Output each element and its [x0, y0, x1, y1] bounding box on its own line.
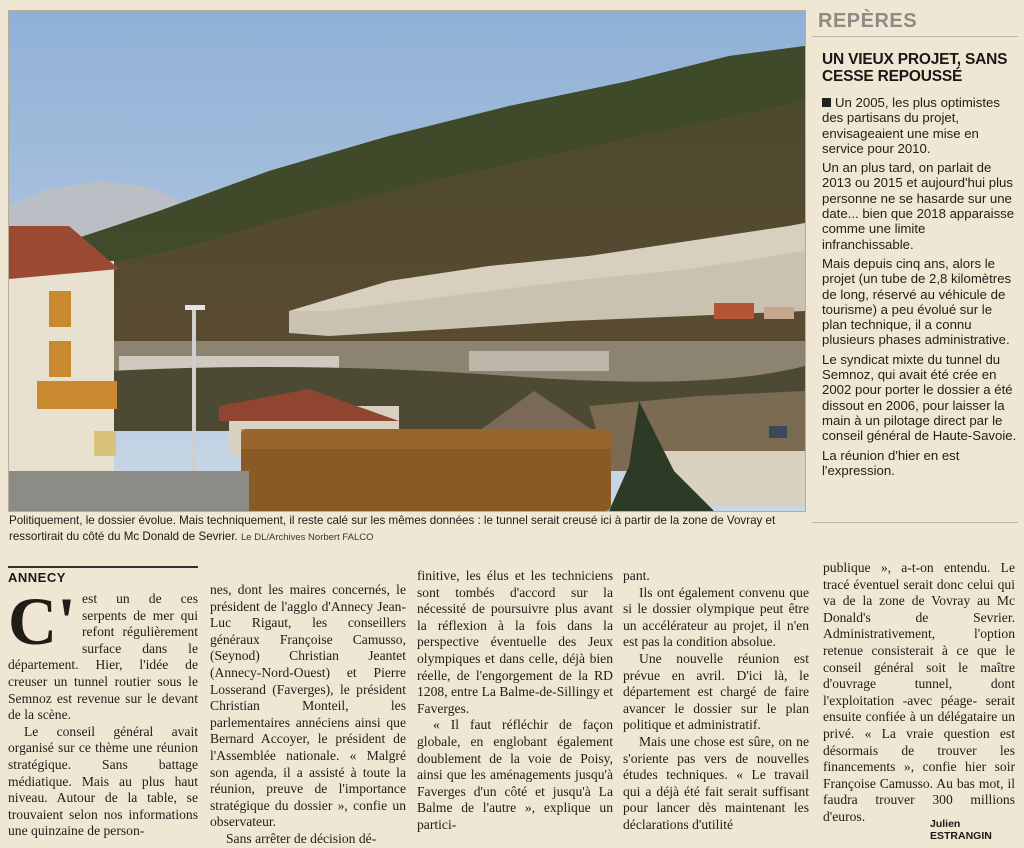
article-column-4 — [623, 568, 809, 834]
sidebar-paragraph: La réunion d'hier en est l'expression. — [822, 447, 960, 478]
sidebar-paragraph: Le syndicat mixte du tunnel du Semnoz, qui avait été crée en 2002 pour porter le dossier a été dissout en 2006, pour laisser la main à un pilotage direct par le conseil général de Haute-Savoie. — [822, 351, 1017, 444]
section-label: ANNECY — [8, 566, 198, 585]
sidebar-divider — [812, 522, 1018, 523]
article-paragraph: Mais une chose est sûre, on ne s'oriente pas vers de nouvelles études techniques. « Le travail qui a déjà été fait serait suffisant pour lancer dès maintenant les déclarations d'utilité — [623, 733, 809, 832]
article-column-3 — [417, 568, 613, 834]
article-paragraph: finitive, les élus et les techniciens sont tombés d'accord sur la nécessité de poursuivre plus avant la réflexion à la fois dans la perspective éventuelle des Jeux olympiques et dans celle, déjà bien réelle, de l'engorgement de la RD 1208, entre La Balme-de-Sillingy et Faverges. — [417, 568, 613, 716]
article-paragraph: Une nouvelle réunion est prévue en avril. D'ici là, le département est chargé de faire avancer le dossier sur le plan politique et administratif. — [623, 650, 809, 733]
article-paragraph: nes, dont les maires concernés, le président de l'agglo d'Annecy Jean-Luc Rigaut, les conseillers généraux Françoise Camusso, (Seynod) Christian Jeantet (Annecy-Nord-Ouest) et Pierre Losserand (Faverges), le président Christian Monteil, les parlementaires annéciens ainsi que Bernard Accoyer, le président de l'Assemblée nationale. « Malgré son agenda, il a assisté à toute la réunion, preuve de l'importance stratégique du dossier », confie un observateur. — [210, 582, 406, 830]
article-paragraph: Ils ont également convenu que si le dossier olympique peut être un accélérateur au projet, il n'en est pas la condition absolue. — [623, 584, 809, 650]
sidebar-paragraph — [822, 95, 1018, 156]
article-column-5 — [823, 560, 1015, 826]
photo-credit: Le DL/Archives Norbert FALCO — [241, 532, 374, 543]
lead-paragraph: est un de ces serpents de mer qui refont régulièrement surface dans le département. Hier, l'idée de creuser un tunnel routier sous le Semnoz est revenue sur le devant de la scène. — [8, 591, 198, 723]
landscape-photo — [9, 11, 805, 511]
sidebar-title: UN VIEUX PROJET, SANS CESSE REPOUSSÉ — [822, 51, 1008, 85]
sidebar-header: REPÈRES — [812, 8, 1018, 37]
drop-cap: C' — [8, 583, 76, 659]
photo-caption — [9, 513, 809, 546]
sidebar-paragraph: Un an plus tard, on parlait de 2013 ou 2015 et aujourd'hui plus personne ne se hasarde sur une date... bien que 2018 apparaisse comme une limite infranchissable. — [822, 160, 1015, 252]
bullet-square-icon — [822, 98, 831, 107]
article-paragraph: Le conseil général avait organisé sur ce thème une réunion stratégique. Sans battage médiatique. Mais au plus haut niveau. Autour de la table, se trouvaient selon nos informations une quinzaine de person- — [8, 723, 198, 839]
caption-text: Politiquement, le dossier évolue. Mais techniquement, il reste calé sur les mêmes données : le tunnel serait creusé ici à partir de la zone de Vovray et ressortirait du côté du Mc Donald de Sevrier. — [9, 514, 776, 543]
article-paragraph: Sans arrêter de décision dé- — [226, 830, 377, 846]
article-column-1 — [8, 583, 198, 840]
reperes-sidebar — [812, 8, 1018, 518]
sidebar-paragraph-text: Un 2005, les plus optimistes des partisans du projet, envisageaient une mise en service pour 2010. — [822, 95, 1000, 156]
article-column-2 — [210, 582, 406, 848]
article-photo — [8, 10, 806, 512]
author-signature: Julien ESTRANGIN — [930, 818, 992, 842]
article-paragraph: publique », a-t-on entendu. Le tracé éventuel serait donc celui qui va de la zone de Vovray au Mc Donald's de Sevrier. Administrativement, l'option retenue consisterait à ce que le conseil général soit le maître d'ouvrage tunnel, dont l'exploitation -avec péage- serait ensuite confiée à un délégataire un privé. « La vraie question est désormais de trouver les financements », confie hier soir Françoise Camusso. Au bas mot, il faudra trouver 300 millions d'euros. — [823, 560, 1015, 824]
sidebar-paragraph: Mais depuis cinq ans, alors le projet (un tube de 2,8 kilomètres de long, réservé au véhicule de tourisme) a peu évolué sur le plan technique, il a connu plusieurs phases administrative. — [822, 255, 1012, 348]
article-paragraph: pant. — [623, 568, 650, 583]
article-paragraph: « Il faut réfléchir de façon globale, en englobant également doublement de la voie de Poisy, ainsi que les aménagements jusqu'à Faverges d'un côté et jusqu'à La Balme de l'autre », explique un partici- — [417, 717, 613, 832]
